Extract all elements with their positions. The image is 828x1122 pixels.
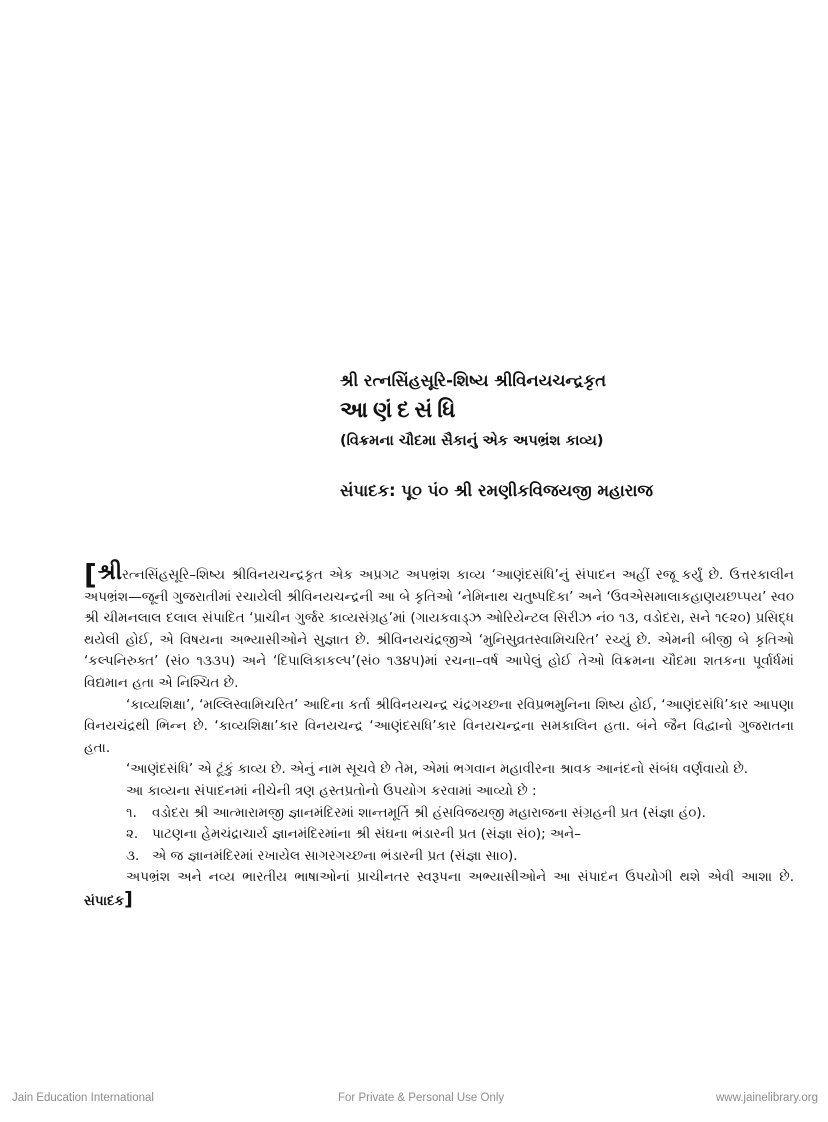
signature: સંપાદક <box>84 892 125 909</box>
author-line: શ્રી રત્નસિંહસૂરિ-શિષ્ય શ્રીવિનયચન્દ્રકૃત <box>340 371 607 390</box>
open-bracket: [ <box>84 558 97 591</box>
list-item <box>126 803 794 825</box>
editor-introduction <box>84 558 794 913</box>
intro-paragraph-1-text: રત્નસિંહસૂરિ–શિષ્ય શ્રીવિનયચન્દ્રકૃત એક અપ્રગટ અપભ્રંશ કાવ્ય ‘આણંદસંધિ’નું સંપાદન અહીં રજૂ કર્યું છે. ઉત્તરકાલીન અપભ્રંશ—જૂની ગુજરાતીમાં રચાયેલી શ્રીવિનયચન્દ્રની આ બે કૃતિઓ ‘નેમિનાથ ચતુષ્પદિકા’ અને ‘ઉવએસમાલાકહાણયછપ્પય’ સ્વ૦ શ્રી ચીમનલાલ દલાલ સંપાદિત ‘પ્રાચીન ગુર્જર કાવ્યસંગ્રહ’માં (ગાયકવાડ્‌ઝ ઓરિયેન્ટલ સિરીઝ નં૦ ૧૩, વડોદરા, સને ૧૯૨૦) પ્રસિદ્ધ થયેલી હોઈ, એ વિષયના અભ્યાસીઓને સુજ્ઞાત છે. શ્રીવિનયચંદ્રજીએ ‘મુનિસુવ્રતસ્વામિચરિત’ રચ્યું છે. એમની બીજી બે કૃતિઓ ‘કલ્પનિરુક્ત’ (સં૦ ૧૩૩૫) અને ‘દિપાલિકાકલ્પ’(સં૦ ૧૩૪૫)માં રચના–વર્ષ આપેલું હોઈ તેઓ વિક્રમના ચૌદમા શતકના પૂર્વાર્ધમાં વિદ્યમાન હતા એ નિશ્ચિત છે. <box>84 567 794 691</box>
footer-usage-note: For Private & Personal Use Only <box>338 1092 505 1104</box>
footer-publisher: Jain Education International <box>12 1092 154 1104</box>
list-item-number: ૩. <box>126 847 140 864</box>
subtitle: (વિક્રમના ચૌદમા સૈકાનું એક અપભ્રંશ કાવ્ય) <box>340 433 604 449</box>
close-bracket: ] <box>124 887 133 910</box>
article-header <box>340 368 810 504</box>
footer-website-link[interactable]: www.jainelibrary.org <box>715 1092 818 1104</box>
intro-paragraph-5 <box>84 867 794 912</box>
list-item-number: ૧. <box>126 804 137 821</box>
intro-paragraph-1 <box>84 558 794 695</box>
intro-paragraph-3: ‘આણંદસંધિ’ એ ટૂંકું કાવ્ય છે. એનું નામ સૂચવે છે તેમ, એમાં ભગવાન મહાવીરના શ્રાવક આનંદનો સંબંધ વર્ણવાયો છે. <box>126 761 749 778</box>
list-item-text: એ જ જ્ઞાનમંદિરમાં રખાયેલ સાગરગચ્છના ભંડારની પ્રત (સંજ્ઞા સા૦). <box>152 847 518 864</box>
list-item-text: વડોદરા શ્રી આત્મારામજી જ્ઞાનમંદિરમાં શાન્તમૂર્તિ શ્રી હંસવિજયજી મહારાજના સંગ્રહની પ્રત (સંજ્ઞા હં૦). <box>152 804 706 821</box>
page-title: આણંદસંધિ <box>340 398 461 423</box>
list-item-text: પાટણના હેમચંદ્રાચાર્ય જ્ઞાનમંદિરમાંના શ્રી સંઘના ભંડારની પ્રત (સંજ્ઞા સં૦); અને– <box>152 826 581 843</box>
list-item-number: ૨. <box>126 826 139 843</box>
list-item <box>126 824 794 846</box>
editor-line: સંપાદક: પૂ૦ પં૦ શ્રી રમણીકવિજયજી મહારાજ <box>340 481 653 500</box>
intro-paragraph-4: આ કાવ્યના સંપાદનમાં નીચેની ત્રણ હસ્તપ્રતોનો ઉપયોગ કરવામાં આવ્યો છે : <box>126 782 537 799</box>
intro-first-word: શ્રી <box>97 560 123 585</box>
list-item <box>126 846 794 868</box>
manuscript-list <box>84 803 794 868</box>
intro-paragraph-2: ‘કાવ્યશિક્ષા’, ‘મલ્લિસ્વામિચરિત’ આદિના કર્તા શ્રીવિનયચન્દ્ર ચંદ્રગચ્છના રવિપ્રભમુનિના શિષ્ય હોઈ, ‘આણંદસંધિ’કાર આપણા વિનયચંદ્રથી ભિન્ન છે. ‘કાવ્યશિક્ષા’કાર વિનયચન્દ્ર ‘આણંદસધિ’કાર વિનયચન્દ્રના સમકાલિન હતા. બંને જૈન વિદ્વાનો ગુજરાતના હતા. <box>84 696 794 756</box>
intro-paragraph-5-text: અપભ્રંશ અને નવ્ય ભારતીય ભાષાઓનાં પ્રાચીનતર સ્વરૂપના અભ્યાસીઓને આ સંપાદન ઉપયોગી થશે એવી આશા છે. <box>126 869 794 886</box>
